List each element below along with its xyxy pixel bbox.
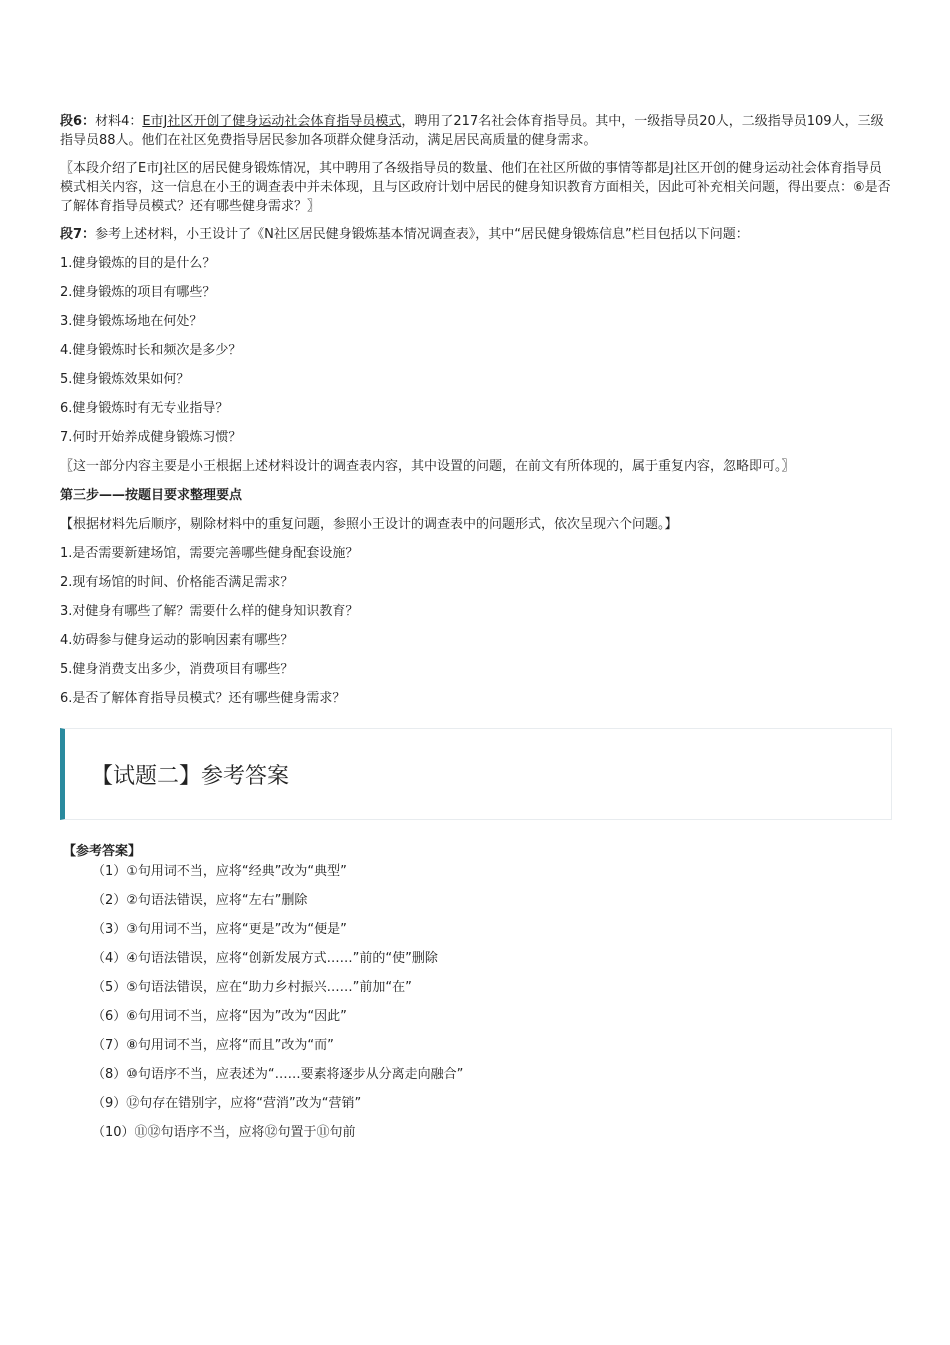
survey-question: 5.健身锻炼效果如何？ bbox=[60, 372, 190, 387]
key-point: 3.对健身有哪些了解？需要什么样的健身知识教育？ bbox=[60, 604, 359, 619]
answer-item: （5）⑤句语法错误，应在“助力乡村振兴……”前加“在” bbox=[92, 980, 412, 995]
survey-question: 7.何时开始养成健身锻炼习惯？ bbox=[60, 430, 242, 445]
segment-7 bbox=[60, 225, 892, 244]
segment-6-note: 〖本段介绍了E市J社区的居民健身锻炼情况，其中聘用了各级指导员的数量、他们在社区所做的事情等都是J社区开创的健身运动社会体育指导员模式相关内容，这一信息在小王的调查表中并未体现，且与区政府计划中居民的健身知识教育方面相关，因此可补充相关问题，得出要点：⑥是否了解体育指导员模式？还有哪些健身需求？〗 bbox=[60, 161, 891, 214]
answer-item: （2）②句语法错误，应将“左右”删除 bbox=[92, 893, 308, 908]
answer-item: （10）⑪⑫句语序不当，应将⑫句置于⑪句前 bbox=[92, 1125, 356, 1140]
key-point: 4.妨碍参与健身运动的影响因素有哪些？ bbox=[60, 633, 294, 648]
segment-6-colon: ： bbox=[82, 114, 96, 129]
key-point: 5.健身消费支出多少，消费项目有哪些？ bbox=[60, 662, 294, 677]
answer-item: （9）⑫句存在错别字，应将“营消”改为“营销” bbox=[92, 1096, 362, 1111]
section-heading-box bbox=[60, 728, 892, 820]
survey-question: 1.健身锻炼的目的是什么？ bbox=[60, 256, 216, 271]
segment-6 bbox=[60, 112, 892, 150]
survey-question: 6.健身锻炼时有无专业指导？ bbox=[60, 401, 229, 416]
segment-7-text: 参考上述材料，小王设计了《N社区居民健身锻炼基本情况调查表》，其中“居民健身锻炼信息”栏目包括以下问题： bbox=[95, 227, 749, 242]
key-points-list bbox=[60, 544, 892, 708]
segment-7-colon: ： bbox=[82, 227, 96, 242]
answer-block bbox=[60, 842, 892, 1142]
survey-question: 4.健身锻炼时长和频次是多少？ bbox=[60, 343, 242, 358]
answer-item: （3）③句用词不当，应将“更是”改为“便是” bbox=[92, 922, 347, 937]
key-point: 2.现有场馆的时间、价格能否满足需求？ bbox=[60, 575, 294, 590]
key-point: 1.是否需要新建场馆，需要完善哪些健身配套设施？ bbox=[60, 546, 359, 561]
section-title: 【试题二】参考答案 bbox=[91, 763, 290, 789]
answer-item: （6）⑥句用词不当，应将“因为”改为“因此” bbox=[92, 1009, 347, 1024]
survey-question-list bbox=[60, 254, 892, 447]
answer-item: （7）⑧句用词不当，应将“而且”改为“而” bbox=[92, 1038, 334, 1053]
step-3-title: 第三步——按题目要求整理要点 bbox=[60, 488, 243, 503]
survey-question: 2.健身锻炼的项目有哪些？ bbox=[60, 285, 216, 300]
segment-6-text: ，聘用了217名社会体育指导员。其中，一级指导员20人，二级指导员109人，三级指导员88人。他们在社区免费指导居民参加各项群众健身活动，满足居民高质量的健身需求。 bbox=[60, 114, 884, 148]
answer-item: （1）①句用词不当，应将“经典”改为“典型” bbox=[92, 864, 347, 879]
segment-6-underlined: E市J社区开创了健身运动社会体育指导员模式 bbox=[142, 114, 402, 129]
segment-6-label: 段6 bbox=[60, 114, 83, 129]
segment-6-prefix: 材料4： bbox=[95, 114, 143, 129]
survey-question: 3.健身锻炼场地在何处？ bbox=[60, 314, 203, 329]
answer-label: 【参考答案】 bbox=[63, 844, 142, 859]
answer-item: （4）④句语法错误，应将“创新发展方式……”前的“使”删除 bbox=[92, 951, 438, 966]
segment-7-label: 段7 bbox=[60, 227, 83, 242]
step-3-instruction: 【根据材料先后顺序，剔除材料中的重复问题，参照小王设计的调查表中的问题形式，依次呈现六个问题。】 bbox=[60, 517, 678, 532]
segment-7-note: 〖这一部分内容主要是小王根据上述材料设计的调查表内容，其中设置的问题，在前文有所体现的，属于重复内容，忽略即可。〗 bbox=[60, 459, 795, 474]
document-page bbox=[60, 112, 892, 1152]
key-point: 6.是否了解体育指导员模式？还有哪些健身需求？ bbox=[60, 691, 346, 706]
answer-item: （8）⑩句语序不当，应表述为“……要素将逐步从分离走向融合” bbox=[92, 1067, 464, 1082]
